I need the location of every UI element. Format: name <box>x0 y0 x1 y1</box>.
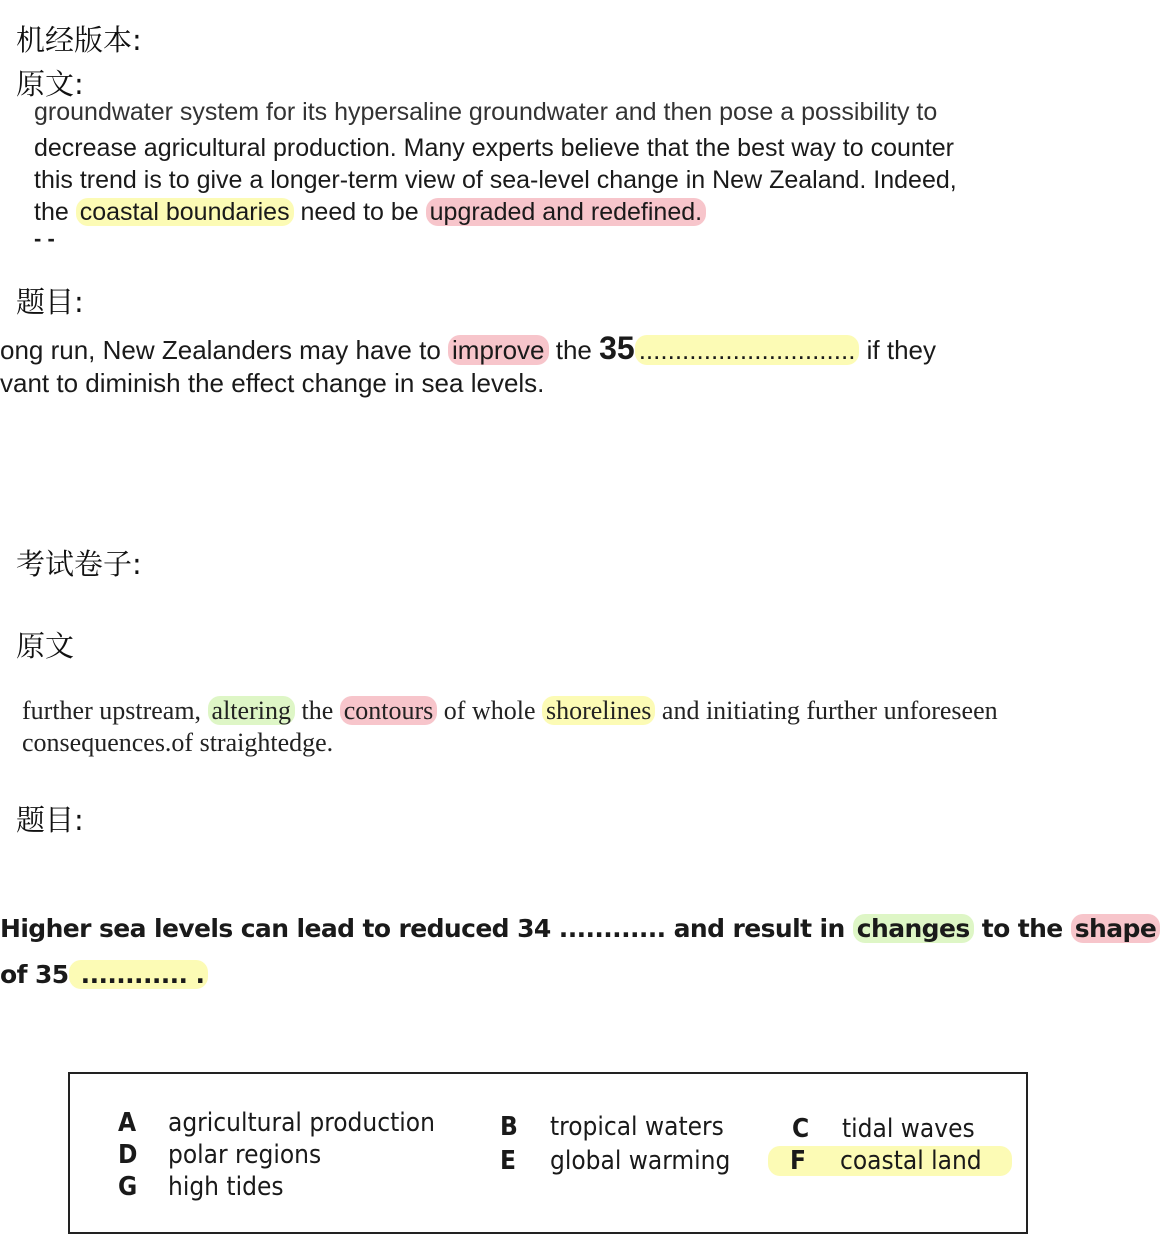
heading-question-2: 题目: <box>16 803 84 837</box>
highlight-upgraded-redefined: upgraded and redefined. <box>426 198 706 226</box>
option-text: tropical waters <box>550 1112 724 1142</box>
option-text: coastal land <box>840 1146 982 1176</box>
heading-original-2: 原文 <box>16 629 75 663</box>
exam-question-line-2 <box>0 960 208 989</box>
text-segment: Higher sea levels can lead to reduced <box>0 914 518 943</box>
exam-passage-line-2: consequences.of straightedge. <box>22 728 334 757</box>
option-letter: G <box>118 1172 138 1202</box>
option-c <box>792 1114 975 1144</box>
option-e <box>500 1146 730 1176</box>
option-d <box>118 1140 321 1170</box>
highlight-shorelines: shorelines <box>542 696 655 725</box>
options-box <box>68 1072 1028 1234</box>
question-number-34: 34 <box>517 914 551 943</box>
exam-question-line-1 <box>0 914 1160 943</box>
text-segment: the <box>294 696 340 725</box>
question-line-2: vant to diminish the effect change in sea levels. <box>0 368 545 398</box>
text-segment: and initiating further unforeseen <box>655 696 998 725</box>
option-text: high tides <box>168 1172 284 1202</box>
passage-line-3 <box>34 198 706 227</box>
option-f <box>768 1146 1012 1176</box>
option-g <box>118 1172 284 1202</box>
passage-line-1: decrease agricultural production. Many experts believe that the best way to counter <box>34 134 954 162</box>
answer-blank-35: .............................. <box>635 335 860 365</box>
exam-passage-line-1 <box>22 696 998 726</box>
question-number-35: 35 <box>34 960 69 989</box>
text-segment: ong run, New Zealanders may have to <box>0 335 449 365</box>
highlight-contours: contours <box>340 696 438 725</box>
highlight-improve: improve <box>448 335 548 365</box>
question-number-35: 35 <box>599 330 635 366</box>
option-letter: D <box>118 1140 138 1170</box>
text-segment: need to be <box>293 198 426 226</box>
option-text: tidal waves <box>842 1114 975 1144</box>
highlight-shape: shape <box>1071 914 1160 943</box>
text-segment: and result in <box>665 914 853 943</box>
option-letter: C <box>792 1114 810 1144</box>
text-segment: of <box>0 960 35 989</box>
text-segment: of whole <box>437 696 542 725</box>
heading-question-1: 题目: <box>16 285 84 319</box>
text-segment: the <box>34 198 76 226</box>
option-text: agricultural production <box>168 1108 435 1138</box>
text-segment: to the <box>973 914 1071 943</box>
heading-original-1: 原文: <box>16 67 84 101</box>
text-segment: if they <box>859 335 937 365</box>
option-b <box>500 1112 724 1142</box>
text-segment: further upstream, <box>22 696 208 725</box>
passage-line-2: this trend is to give a longer-term view of sea-level change in New Zealand. Indeed, <box>34 166 957 194</box>
highlight-altering: altering <box>208 696 295 725</box>
option-letter: F <box>790 1146 806 1176</box>
question-line-1 <box>0 330 936 367</box>
text-segment: the <box>548 335 600 365</box>
cutoff-text-line: groundwater system for its hypersaline groundwater and then pose a possibility to <box>34 98 938 126</box>
option-text: global warming <box>550 1146 731 1176</box>
heading-version: 机经版本: <box>16 23 142 57</box>
option-letter: A <box>118 1108 137 1138</box>
option-a <box>118 1108 435 1138</box>
option-letter: E <box>500 1146 516 1176</box>
trailing-dashes: - - <box>34 226 55 251</box>
answer-blank-35: ............ . <box>69 960 209 989</box>
option-letter: B <box>500 1112 518 1142</box>
highlight-changes: changes <box>853 914 974 943</box>
highlight-coastal-boundaries: coastal boundaries <box>76 198 294 226</box>
heading-exam: 考试卷子: <box>16 547 142 581</box>
option-text: polar regions <box>168 1140 322 1170</box>
answer-blank-34: ............ <box>550 914 666 943</box>
